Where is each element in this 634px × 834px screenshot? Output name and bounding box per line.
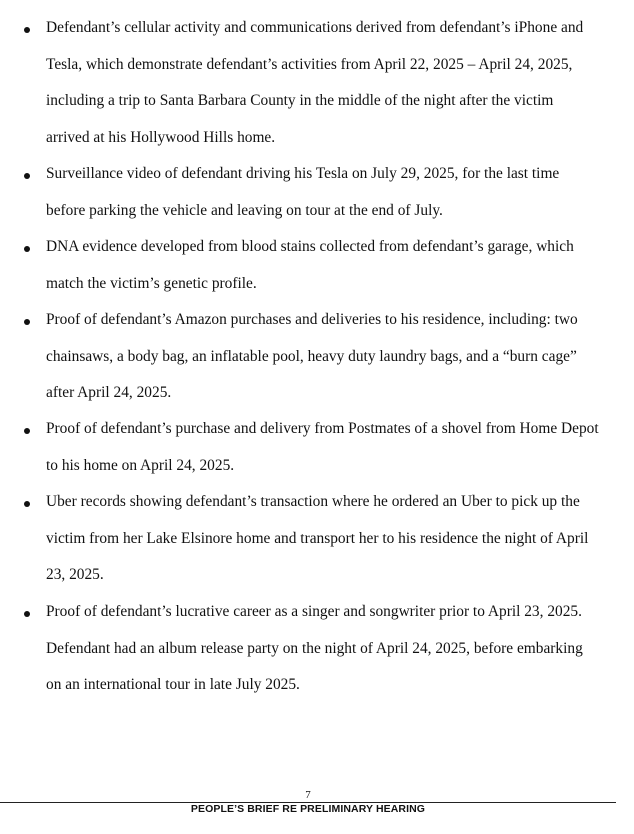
text-line: Proof of defendant’s lucrative career as a singer and songwriter prior to April 23, 2025. <box>46 603 582 620</box>
footer-title: PEOPLE’S BRIEF RE PRELIMINARY HEARING <box>190 803 426 815</box>
bullet-text <box>46 229 616 302</box>
bullet-text <box>46 156 616 229</box>
text-line: match the victim’s genetic profile. <box>46 274 257 292</box>
text-line: DNA evidence developed from blood stains collected from defendant’s garage, which <box>46 238 574 255</box>
bullet-dot <box>24 246 30 252</box>
text-line: after April 24, 2025. <box>46 384 172 401</box>
bullet-text <box>46 302 616 412</box>
bullet-text <box>46 484 616 594</box>
text-line: Proof of defendant’s purchase and delivery from Postmates of a shovel from Home Depot <box>46 420 599 437</box>
text-line: including a trip to Santa Barbara County in the middle of the night after the victim <box>46 92 554 109</box>
text-line: Defendant had an album release party on the night of April 24, 2025, before embarking <box>46 639 583 657</box>
text-line: Proof of defendant’s Amazon purchases and deliveries to his residence, including: two <box>46 311 578 328</box>
text-line: arrived at his Hollywood Hills home. <box>46 128 276 146</box>
text-line: before parking the vehicle and leaving on tour at the end of July. <box>46 201 443 219</box>
text-line: Uber records showing defendant’s transaction where he ordered an Uber to pick up the <box>46 493 580 510</box>
bullet-dot <box>24 428 30 434</box>
bullet-dot <box>24 319 30 325</box>
text-line: to his home on April 24, 2025. <box>46 456 235 474</box>
text-line: victim from her Lake Elsinore home and transport her to his residence the night of April <box>46 529 589 547</box>
text-line: Defendant’s cellular activity and communications derived from defendant’s iPhone and <box>46 19 584 36</box>
bullet-text <box>46 411 616 484</box>
text-line: Tesla, which demonstrate defendant’s activities from April 22, 2025 – April 24, 2025, <box>46 55 573 73</box>
bullet-dot <box>24 501 30 507</box>
bullet-text <box>46 10 616 156</box>
text-line: chainsaws, a body bag, an inflatable pool, heavy duty laundry bags, and a “burn cage” <box>46 347 577 365</box>
bullet-dot <box>24 27 30 33</box>
page-number: 7 <box>305 789 311 801</box>
text-line: Surveillance video of defendant driving his Tesla on July 29, 2025, for the last time <box>46 165 560 182</box>
bullet-text <box>46 594 616 704</box>
text-line: 23, 2025. <box>46 566 104 583</box>
text-line: on an international tour in late July 2025. <box>46 676 300 693</box>
bullet-dot <box>24 611 30 617</box>
bullet-dot <box>24 173 30 179</box>
